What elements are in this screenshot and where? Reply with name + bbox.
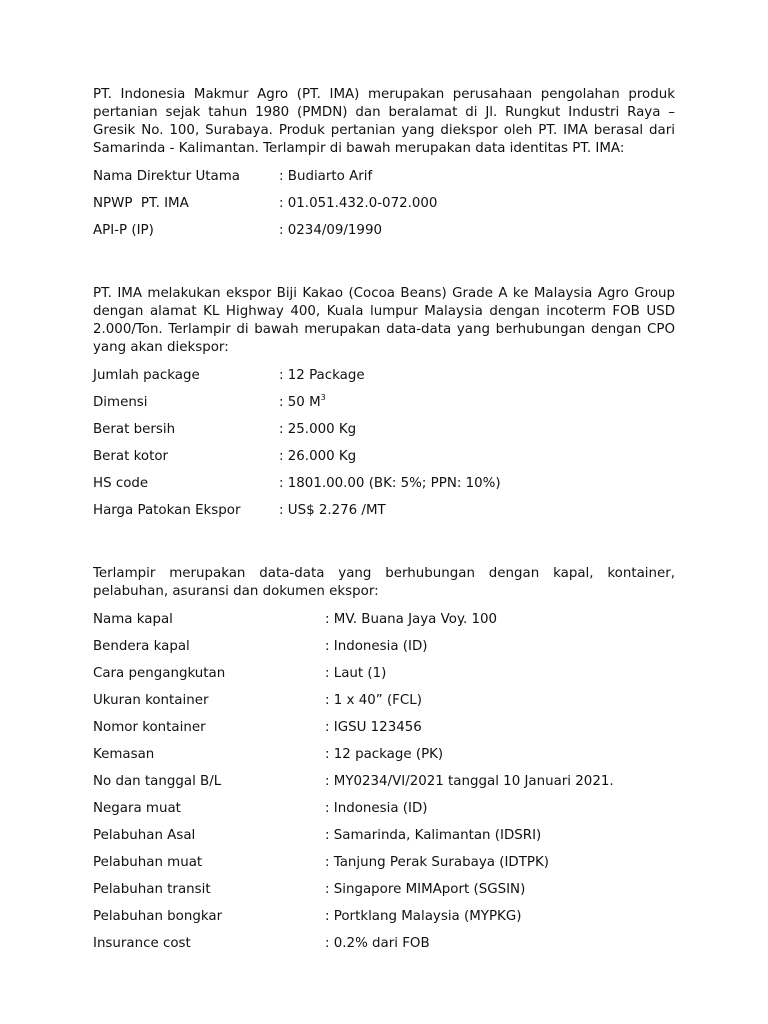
identity-label: Nama Direktur Utama [93,169,240,184]
shipping-value: : 12 package (PK) [325,747,444,762]
shipping-row [93,611,675,638]
identity-label: NPWP PT. IMA [93,196,189,211]
commodity-value: : US$ 2.276 /MT [279,503,386,518]
shipping-label: Pelabuhan bongkar [93,909,223,924]
commodity-label: Dimensi [93,395,148,410]
dimension-superscript: 3 [320,393,326,402]
dimension-value: : 50 M [279,395,321,410]
shipping-label: Pelabuhan Asal [93,828,196,843]
section-spacer [93,529,675,565]
shipping-row [93,638,675,665]
shipping-value: : 1 x 40” (FCL) [325,693,422,708]
commodity-label: HS code [93,476,149,491]
shipping-value: : MY0234/VI/2021 tanggal 10 Januari 2021. [325,774,614,789]
commodity-row [93,448,675,475]
shipping-label: Negara muat [93,801,181,816]
identity-value: : 0234/09/1990 [279,223,382,238]
commodity-value: : 25.000 Kg [279,422,357,437]
commodity-label: Jumlah package [93,368,200,383]
shipping-value: : Indonesia (ID) [325,639,428,654]
identity-value: : Budiarto Arif [279,169,373,184]
export-paragraph: PT. IMA melakukan ekspor Biji Kakao (Cocoa Beans) Grade A ke Malaysia Agro Group dengan alamat KL Highway 400, Kuala lumpur Malaysia dengan incoterm FOB USD 2.000/Ton. Terlampir di bawah merupakan data-data yang berhubungan dengan CPO yang akan diekspor: [93,286,675,355]
shipping-value: : Singapore MIMAport (SGSIN) [325,882,526,897]
shipping-label: Bendera kapal [93,639,190,654]
shipping-value: : IGSU 123456 [325,720,422,735]
commodity-label: Berat bersih [93,422,176,437]
shipping-value: : Indonesia (ID) [325,801,428,816]
shipping-row [93,881,675,908]
shipping-label: No dan tanggal B/L [93,774,222,789]
commodity-row [93,394,675,421]
shipping-row [93,935,675,962]
shipping-label: Cara pengangkutan [93,666,226,681]
identity-row [93,195,675,222]
shipping-row [93,827,675,854]
shipping-label: Nama kapal [93,612,173,627]
shipping-value: : Laut (1) [325,666,387,681]
commodity-label: Berat kotor [93,449,169,464]
shipping-table [93,611,675,962]
commodity-row [93,421,675,448]
identity-value: : 01.051.432.0-072.000 [279,196,438,211]
shipping-label: Pelabuhan transit [93,882,211,897]
identity-label: API-P (IP) [93,223,154,238]
shipping-value: : Portklang Malaysia (MYPKG) [325,909,522,924]
shipping-label: Pelabuhan muat [93,855,203,870]
commodity-label: Harga Patokan Ekspor [93,503,241,518]
shipping-value: : 0.2% dari FOB [325,936,430,951]
commodity-value: : 26.000 Kg [279,449,357,464]
document-page [93,86,675,962]
shipping-row [93,746,675,773]
shipping-row [93,719,675,746]
shipping-label: Nomor kontainer [93,720,206,735]
shipping-label: Insurance cost [93,936,191,951]
shipping-row [93,908,675,935]
commodity-row [93,502,675,529]
commodity-row [93,367,675,394]
shipping-row [93,773,675,800]
shipping-row [93,665,675,692]
shipping-row [93,692,675,719]
shipping-label: Kemasan [93,747,155,762]
commodity-value: : 1801.00.00 (BK: 5%; PPN: 10%) [279,476,501,491]
shipping-value: : MV. Buana Jaya Voy. 100 [325,612,498,627]
section-spacer [93,249,675,285]
shipping-label: Ukuran kontainer [93,693,209,708]
commodity-value: : 12 Package [279,368,365,383]
shipping-row [93,854,675,881]
shipping-value: : Tanjung Perak Surabaya (IDTPK) [325,855,549,870]
intro-paragraph: PT. Indonesia Makmur Agro (PT. IMA) merupakan perusahaan pengolahan produk pertanian sejak tahun 1980 (PMDN) dan beralamat di Jl. Rungkut Industri Raya – Gresik No. 100, Surabaya. Produk pertanian yang diekspor oleh PT. IMA berasal dari Samarinda - Kalimantan. Terlampir di bawah merupakan data identitas PT. IMA: [93,87,675,156]
shipping-row [93,800,675,827]
identity-table [93,168,675,249]
commodity-row [93,475,675,502]
shipping-paragraph: Terlampir merupakan data-data yang berhubungan dengan kapal, kontainer, pelabuhan, asuransi dan dokumen ekspor: [93,566,675,599]
shipping-value: : Samarinda, Kalimantan (IDSRI) [325,828,542,843]
commodity-value [279,394,326,412]
commodity-table [93,367,675,529]
identity-row [93,222,675,249]
identity-row [93,168,675,195]
